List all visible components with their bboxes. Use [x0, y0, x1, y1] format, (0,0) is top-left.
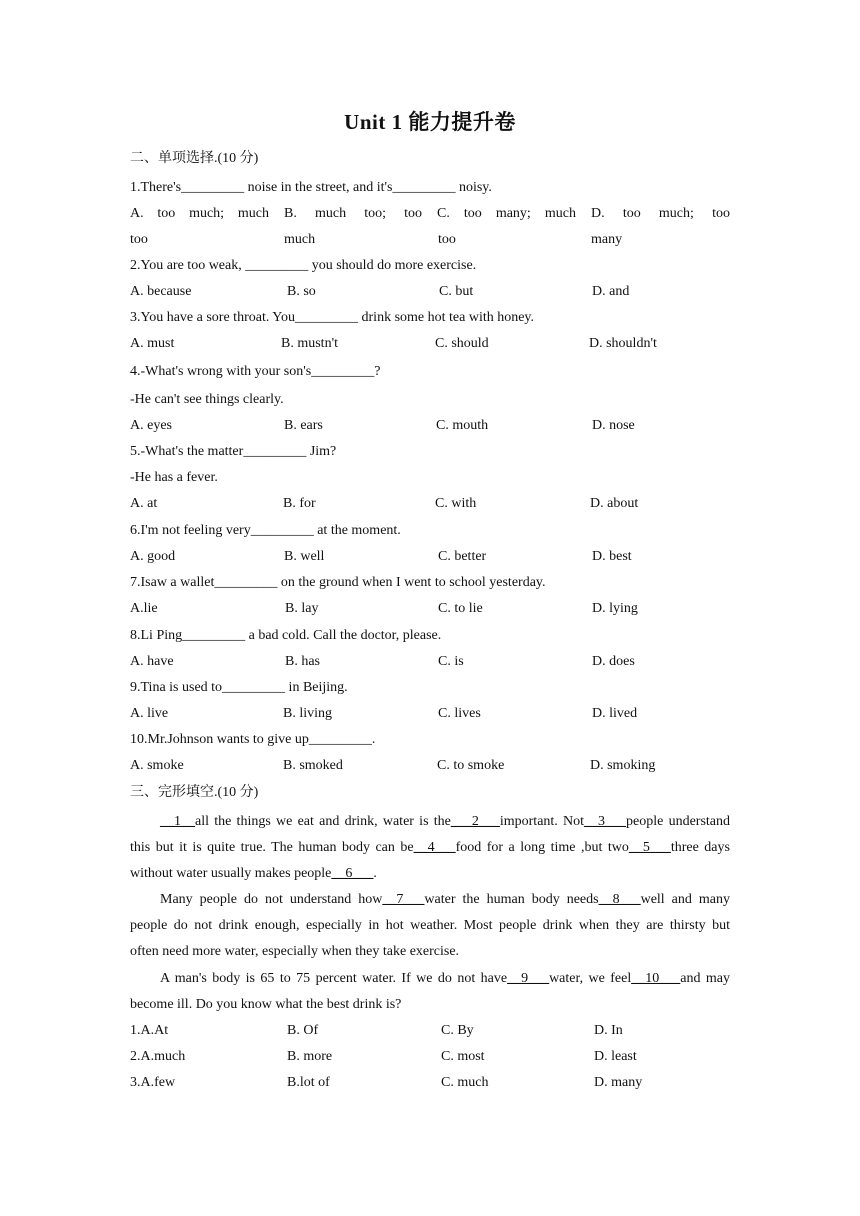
option-a: A. good	[130, 549, 176, 564]
cloze-paragraph-2-line-3: often need more water, especially when they take exercise.	[130, 944, 460, 959]
question-10-stem: 10.Mr.Johnson wants to give up_________.	[130, 732, 376, 747]
option-c: C. with	[435, 496, 477, 511]
option-d: D. does	[592, 654, 635, 669]
cloze-paragraph-1-line-1: __1__all the things we eat and drink, water is the___2___important. Not__3___people understand	[160, 814, 731, 829]
cloze-paragraph-1-line-3: without water usually makes people__6___.	[130, 866, 377, 881]
question-5-reply: -He has a fever.	[130, 470, 218, 485]
option-b: B. Of	[287, 1023, 319, 1038]
question-4-options	[130, 417, 730, 435]
question-5-options	[130, 495, 730, 513]
blank-9: __9___	[507, 971, 550, 986]
option-c: C. but	[439, 284, 474, 299]
question-9-options	[130, 705, 730, 723]
blank-2: ___2___	[450, 814, 500, 829]
option-d: D. nose	[592, 418, 635, 433]
option-a: A.lie	[130, 601, 158, 616]
question-3-stem: 3.You have a sore throat. You_________ drink some hot tea with honey.	[130, 310, 535, 325]
option-d: D. In	[594, 1023, 623, 1038]
question-6-stem: 6.I'm not feeling very_________ at the moment.	[130, 523, 401, 538]
section-heading-single-choice: 二、单项选择.(10 分)	[130, 151, 259, 166]
question-2-options	[130, 283, 730, 301]
option-b: B. much too; too	[284, 206, 422, 221]
question-6-options	[130, 548, 730, 566]
option-b: B. smoked	[283, 758, 343, 773]
question-1-options	[130, 205, 730, 223]
question-8-stem: 8.Li Ping_________ a bad cold. Call the doctor, please.	[130, 628, 442, 643]
cloze-paragraph-1-line-2: this but it is quite true. The human body can be__4___food for a long time ,but two__5___three days	[130, 840, 730, 855]
option-d: D. smoking	[590, 758, 656, 773]
blank-5: __5___	[628, 840, 671, 855]
question-9-stem: 9.Tina is used to_________ in Beijing.	[130, 680, 348, 695]
cloze-question-2-options	[130, 1048, 730, 1066]
option-b: B. more	[287, 1049, 333, 1064]
option-c: C. should	[435, 336, 489, 351]
option-c: C. to lie	[438, 601, 483, 616]
option-a: A. live	[130, 706, 169, 721]
question-8-options	[130, 653, 730, 671]
question-3-options	[130, 335, 730, 353]
option-d: D. many	[594, 1075, 643, 1090]
option-b: B. ears	[284, 418, 323, 433]
cloze-paragraph-2-line-2: people do not drink enough, especially in hot weather. Most people drink when they are thirsty but	[130, 918, 730, 933]
option-b: B. lay	[285, 601, 319, 616]
option-c: C. better	[438, 549, 487, 564]
option-d: D. least	[594, 1049, 637, 1064]
question-7-stem: 7.Isaw a wallet_________ on the ground when I went to school yesterday.	[130, 575, 546, 590]
question-7-options	[130, 600, 730, 618]
blank-8: __8___	[598, 892, 641, 907]
option-d: D. shouldn't	[589, 336, 657, 351]
blank-6: __6___	[331, 866, 374, 881]
option-a: A. have	[130, 654, 174, 669]
option-c: C. is	[438, 654, 464, 669]
question-1-stem: 1.There's_________ noise in the street, and it's_________ noisy.	[130, 180, 492, 195]
question-10-options	[130, 757, 730, 775]
option-d: D. lived	[592, 706, 638, 721]
cloze-paragraph-2-line-1: Many people do not understand how__7___water the human body needs__8___well and many	[160, 892, 730, 907]
option-b: B.lot of	[287, 1075, 330, 1090]
option-b: B. so	[287, 284, 316, 299]
blank-1: __1__	[160, 814, 195, 829]
blank-10: __10___	[631, 971, 681, 986]
blank-3: __3___	[584, 814, 627, 829]
option-a: A. smoke	[130, 758, 184, 773]
option-a: 1.A.At	[130, 1023, 169, 1038]
question-4-stem: 4.-What's wrong with your son's_________?	[130, 364, 381, 379]
option-c: C. lives	[438, 706, 481, 721]
option-a: 2.A.much	[130, 1049, 186, 1064]
section-heading-cloze: 三、完形填空.(10 分)	[130, 785, 259, 800]
option-d: D. about	[590, 496, 639, 511]
option-c: C. too many; much	[437, 206, 576, 221]
question-4-reply: -He can't see things clearly.	[130, 392, 284, 407]
option-d: D. best	[592, 549, 632, 564]
blank-4: __4___	[413, 840, 456, 855]
option-a: 3.A.few	[130, 1075, 176, 1090]
option-c: C. much	[441, 1075, 489, 1090]
option-d: D. too much; too	[591, 206, 730, 221]
cloze-question-3-options	[130, 1074, 730, 1092]
option-c: C. to smoke	[437, 758, 505, 773]
option-a: A. must	[130, 336, 175, 351]
option-b: B. for	[283, 496, 316, 511]
cloze-question-1-options	[130, 1022, 730, 1040]
question-1-options-wrap: too much too many	[130, 232, 623, 247]
cloze-paragraph-3-line-2: become ill. Do you know what the best drink is?	[130, 997, 402, 1012]
option-c: C. most	[441, 1049, 485, 1064]
option-c: C. By	[441, 1023, 474, 1038]
option-c: C. mouth	[436, 418, 489, 433]
option-a: A. at	[130, 496, 158, 511]
option-b: B. mustn't	[281, 336, 338, 351]
page-title: Unit 1 能力提升卷	[344, 110, 516, 134]
option-d: D. lying	[592, 601, 638, 616]
option-d: D. and	[592, 284, 630, 299]
option-b: B. has	[285, 654, 320, 669]
option-a: A. because	[130, 284, 192, 299]
blank-7: __7___	[382, 892, 425, 907]
option-a: A. too much; much	[130, 206, 269, 221]
option-b: B. well	[284, 549, 325, 564]
cloze-paragraph-3-line-1: A man's body is 65 to 75 percent water. If we do not have__9___water, we feel__10___and may	[160, 971, 730, 986]
option-a: A. eyes	[130, 418, 172, 433]
question-5-stem: 5.-What's the matter_________ Jim?	[130, 444, 337, 459]
option-b: B. living	[283, 706, 333, 721]
question-2-stem: 2.You are too weak, _________ you should do more exercise.	[130, 258, 477, 273]
